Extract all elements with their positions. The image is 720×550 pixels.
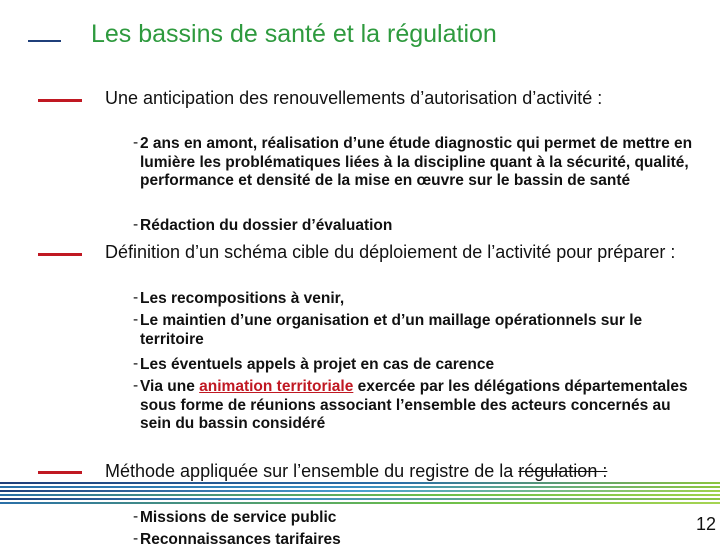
stripe — [0, 490, 720, 492]
dash-marker: - — [133, 355, 139, 372]
sub-text — [140, 378, 700, 434]
stripe — [0, 494, 720, 496]
bullet-2-sub-3 — [133, 355, 700, 375]
sub-text: 2 ans en amont, réalisation d’une étude diagnostic qui permet de mettre en lumière les problématiques liées à la discipline quant à la sécurité, qualité, performance et densité de la mise en œuvre sur le bassin de santé — [140, 135, 693, 189]
sub-text: Reconnaissances tarifaires — [140, 531, 341, 548]
bullet-2-text: Définition d’un schéma cible du déploiement de l’activité pour préparer : — [105, 242, 676, 262]
animation-territoriale-link[interactable]: animation territoriale — [199, 378, 354, 395]
dash-marker: - — [133, 311, 139, 328]
sub-text: Les éventuels appels à projet en cas de carence — [140, 356, 495, 373]
bullet-marker — [38, 471, 82, 474]
bullet-3-sub-1 — [133, 508, 700, 528]
bullet-3-sub-2 — [133, 530, 700, 550]
bullet-1-sub-1 — [133, 134, 700, 191]
sub-text: Le maintien d’une organisation et d’un maillage opérationnels sur le territoire — [140, 312, 643, 348]
dash-marker: - — [133, 289, 139, 306]
dash-marker: - — [133, 508, 139, 525]
dash-marker: - — [133, 530, 139, 547]
bullet-marker — [38, 99, 82, 102]
dash-marker: - — [133, 377, 139, 394]
sub-text: Les recompositions à venir, — [140, 290, 345, 307]
bullet-1-sub-2 — [133, 216, 700, 236]
stripe — [0, 486, 720, 488]
sub-text-post: exercée par les délégations départementales sous forme de réunions associant l’ensemble des acteurs concernés au sein du bassin considéré — [140, 378, 688, 432]
dash-marker: - — [133, 216, 139, 233]
stripe — [0, 498, 720, 500]
sub-text: Missions de service public — [140, 509, 337, 526]
sub-text-pre: Via une — [140, 378, 200, 395]
bullet-2-sub-1 — [133, 289, 700, 309]
bullet-3-text-struck: régulation : — [518, 461, 608, 481]
bullet-2-sub-2 — [133, 311, 700, 349]
bullet-2-sub-4 — [133, 377, 700, 434]
slide-title: Les bassins de santé et la régulation — [91, 20, 497, 48]
bullet-1-text: Une anticipation des renouvellements d’autorisation d’activité : — [105, 88, 603, 108]
dash-marker: - — [133, 134, 139, 151]
decorative-stripes — [0, 482, 720, 512]
sub-text: Rédaction du dossier d’évaluation — [140, 217, 393, 234]
bullet-3-text-main: Méthode appliquée sur l’ensemble du registre de la — [105, 461, 519, 481]
page-number: 12 — [695, 514, 716, 534]
stripe — [0, 482, 720, 484]
bullet-3-text — [105, 461, 685, 481]
bullet-marker — [38, 253, 82, 256]
stripe — [0, 502, 720, 504]
title-dash — [28, 40, 61, 42]
